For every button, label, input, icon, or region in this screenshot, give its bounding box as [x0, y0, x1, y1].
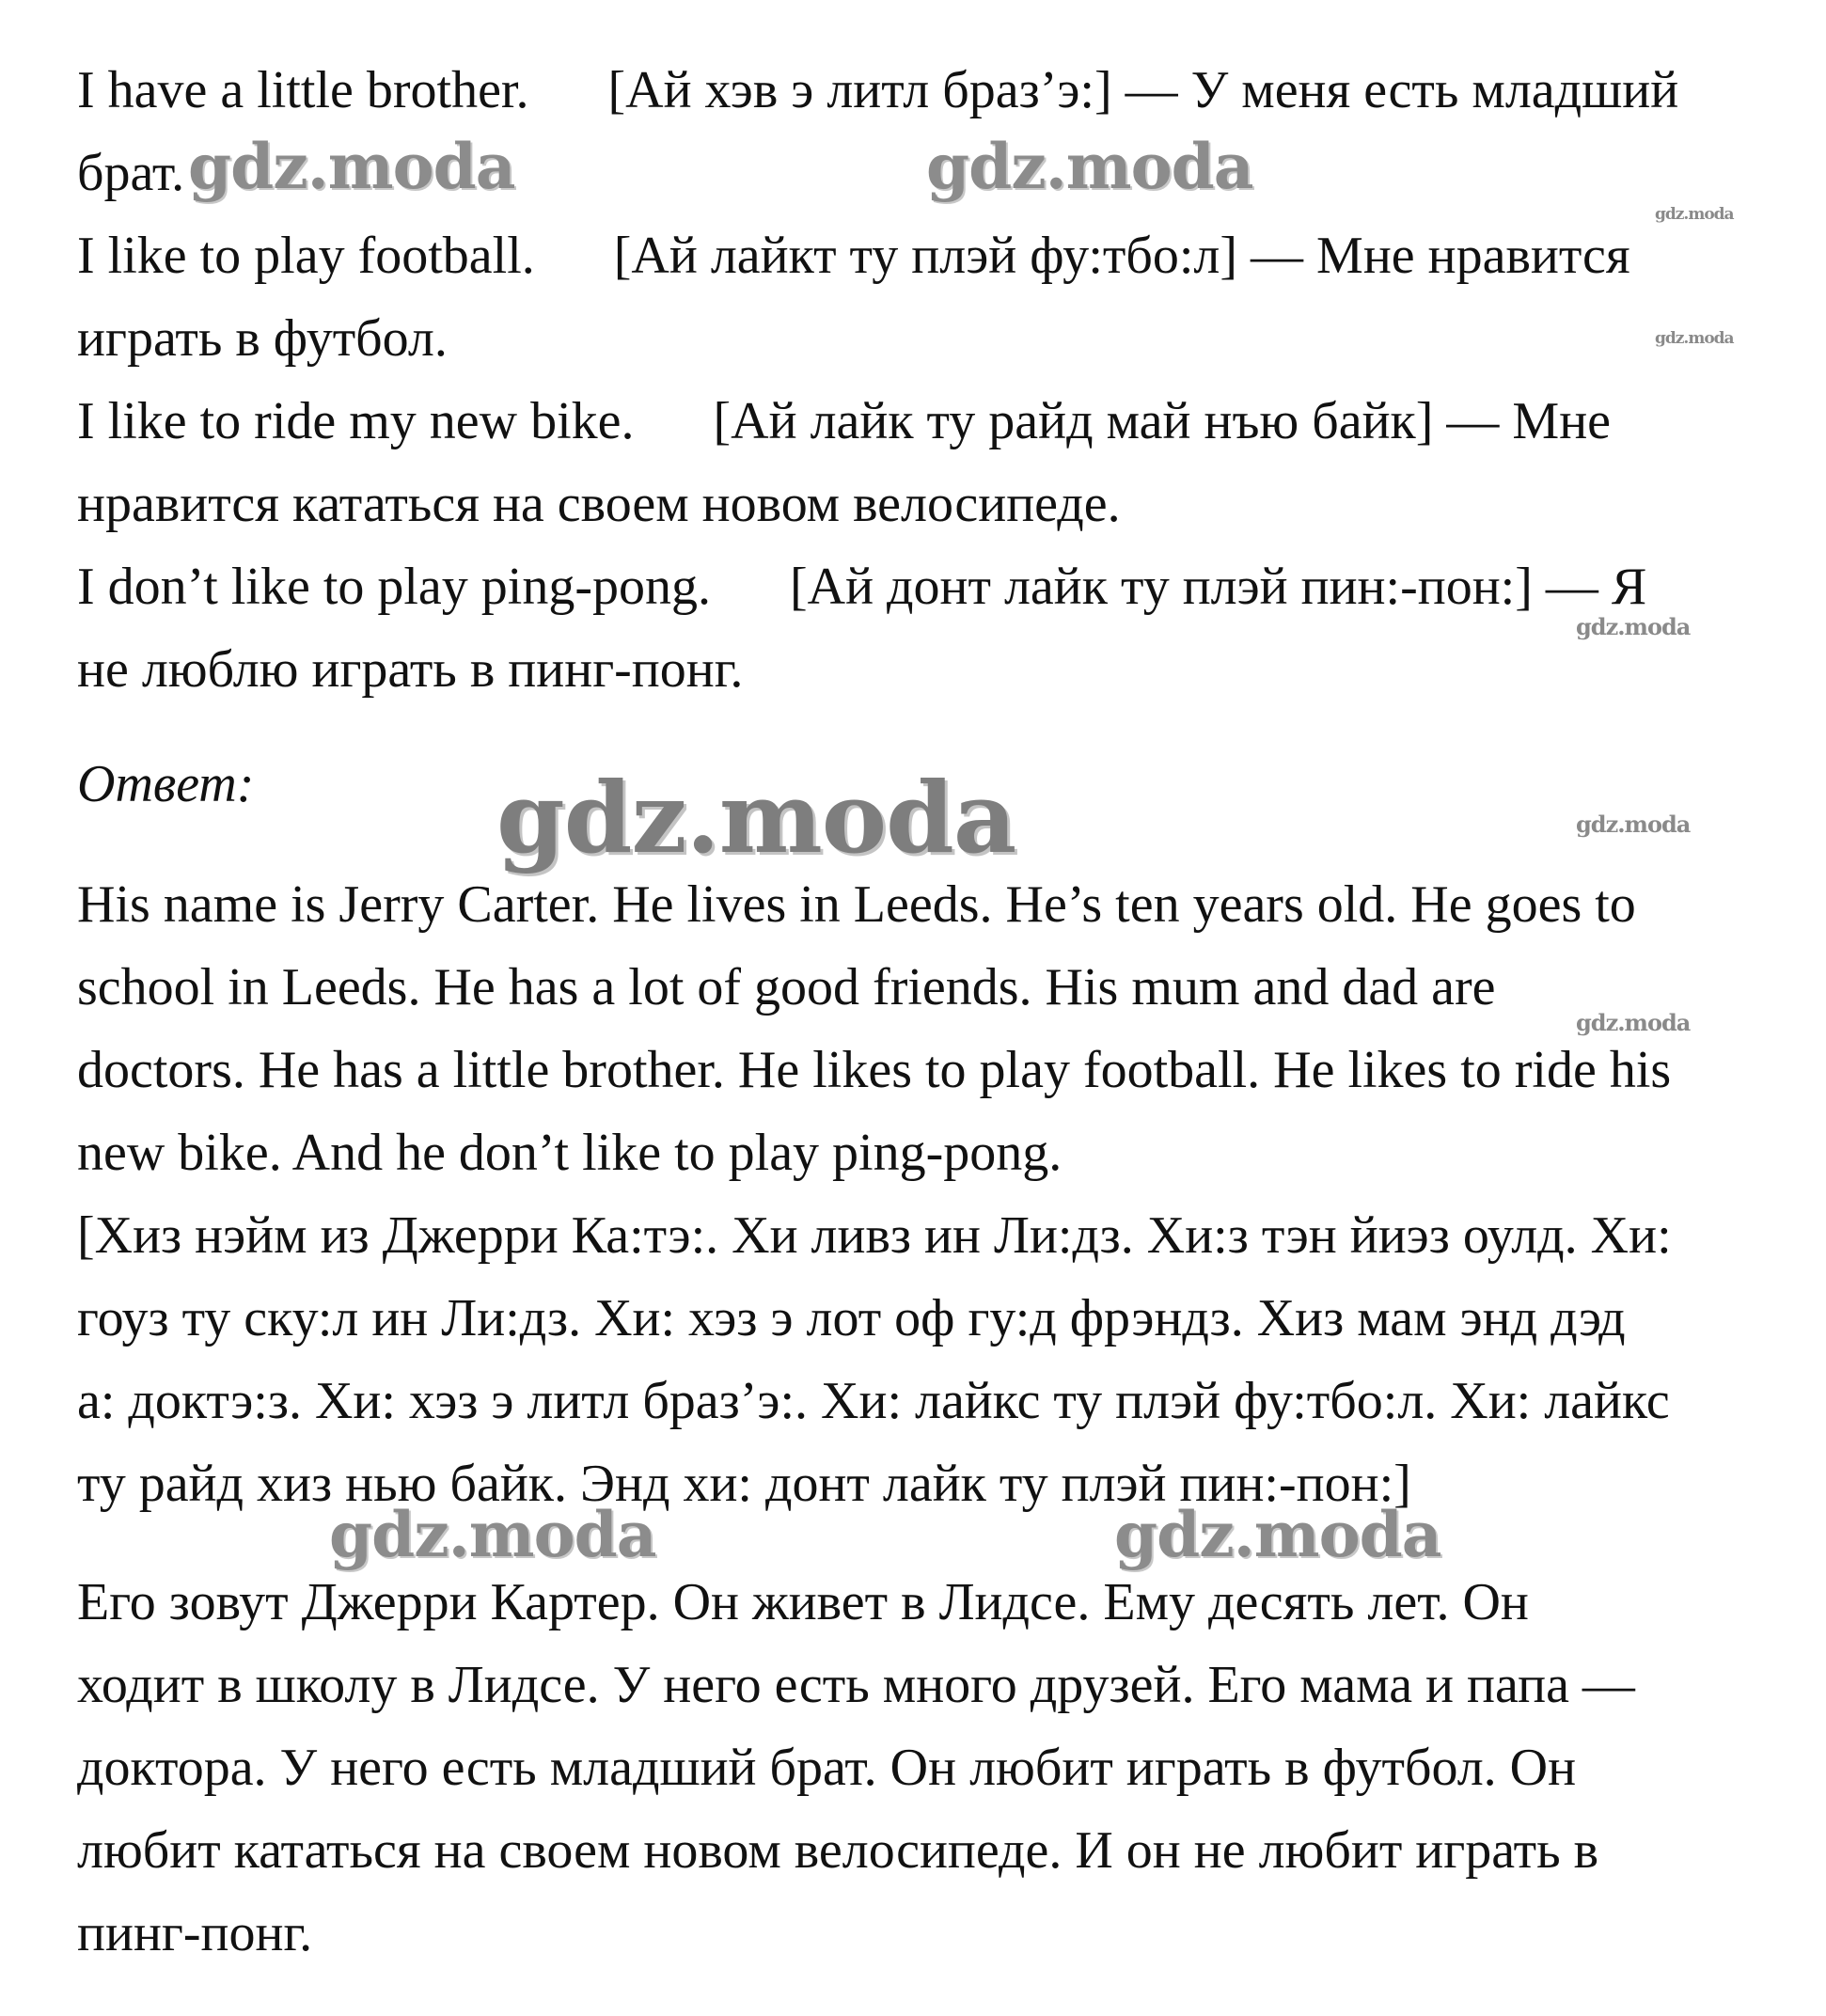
phrase-4-line-2: не люблю играть в пинг-понг.	[77, 640, 744, 699]
watermark: gdz.moda	[1655, 329, 1734, 348]
answer-english-line: new bike. And he don’t like to play ping-pong.	[77, 1124, 1063, 1182]
answer-english-line: doctors. He has a little brother. He likes to play football. He likes to ride his	[77, 1041, 1672, 1099]
answer-russian-line: ходит в школу в Лидсе. У него есть много друзей. Его мама и папа —	[77, 1656, 1635, 1714]
watermark: gdz.moda	[1114, 1498, 1441, 1571]
answer-russian-line: пинг-понг.	[77, 1904, 313, 1962]
phrase-1-line-2: брат.	[77, 144, 185, 202]
phrase-2-line-1: I like to play football. [Ай лайкт ту плэй фу:тбо:л] — Мне нравится	[77, 227, 1630, 285]
watermark: gdz.moda	[1576, 811, 1691, 838]
answer-russian-line: доктора. У него есть младший брат. Он любит играть в футбол. Он	[77, 1739, 1577, 1797]
answer-english-paragraph	[77, 863, 1760, 1194]
answer-transcription-line: [Хиз нэйм из Джерри Ка:тэ:. Хи ливз ин Ли:дз. Хи:з тэн йиэз оулд. Хи:	[77, 1206, 1672, 1265]
answer-russian-line: Его зовут Джерри Картер. Он живет в Лидсе. Ему десять лет. Он	[77, 1573, 1529, 1631]
answer-transcription-line: ту райд хиз нью байк. Энд хи: донт лайк ту плэй пин:-пон:]	[77, 1455, 1411, 1513]
answer-transcription-line: гоуз ту ску:л ин Ли:дз. Хи: хэз э лот оф гу:д фрэндз. Хиз мам энд дэд	[77, 1289, 1626, 1347]
answer-russian-paragraph	[77, 1561, 1760, 1975]
phrase-2-line-2: играть в футбол.	[77, 309, 448, 368]
phrase-4-line-1: I don’t like to play ping-pong. [Ай донт лайк ту плэй пин:-пон:] — Я	[77, 558, 1647, 616]
watermark: gdz.moda	[188, 130, 515, 203]
watermark: gdz.moda	[329, 1498, 656, 1571]
answer-label: Ответ:	[77, 755, 255, 813]
phrase-3-line-2: нравится кататься на своем новом велосипеде.	[77, 475, 1121, 533]
answer-transcription-paragraph	[77, 1194, 1760, 1525]
answer-english-line: His name is Jerry Carter. He lives in Leeds. He’s ten years old. He goes to	[77, 875, 1636, 934]
watermark: gdz.moda	[926, 130, 1253, 203]
phrase-1-line-1: I have a little brother. [Ай хэв э литл браз’э:] — У меня есть младший	[77, 61, 1679, 119]
phrase-list	[77, 49, 1760, 711]
watermark: gdz.moda	[496, 760, 1016, 875]
answer-transcription-line: а: доктэ:з. Хи: хэз э литл браз’э:. Хи: лайкс ту плэй фу:тбо:л. Хи: лайкс	[77, 1372, 1670, 1430]
answer-russian-line: любит кататься на своем новом велосипеде. И он не любит играть в	[77, 1821, 1599, 1880]
answer-english-line: school in Leeds. He has a lot of good friends. His mum and dad are	[77, 958, 1496, 1016]
watermark: gdz.moda	[1576, 1009, 1691, 1036]
watermark: gdz.moda	[1655, 205, 1734, 224]
phrase-3-line-1: I like to ride my new bike. [Ай лайк ту райд май нъю байк] — Мне	[77, 392, 1612, 450]
watermark: gdz.moda	[1576, 613, 1691, 640]
